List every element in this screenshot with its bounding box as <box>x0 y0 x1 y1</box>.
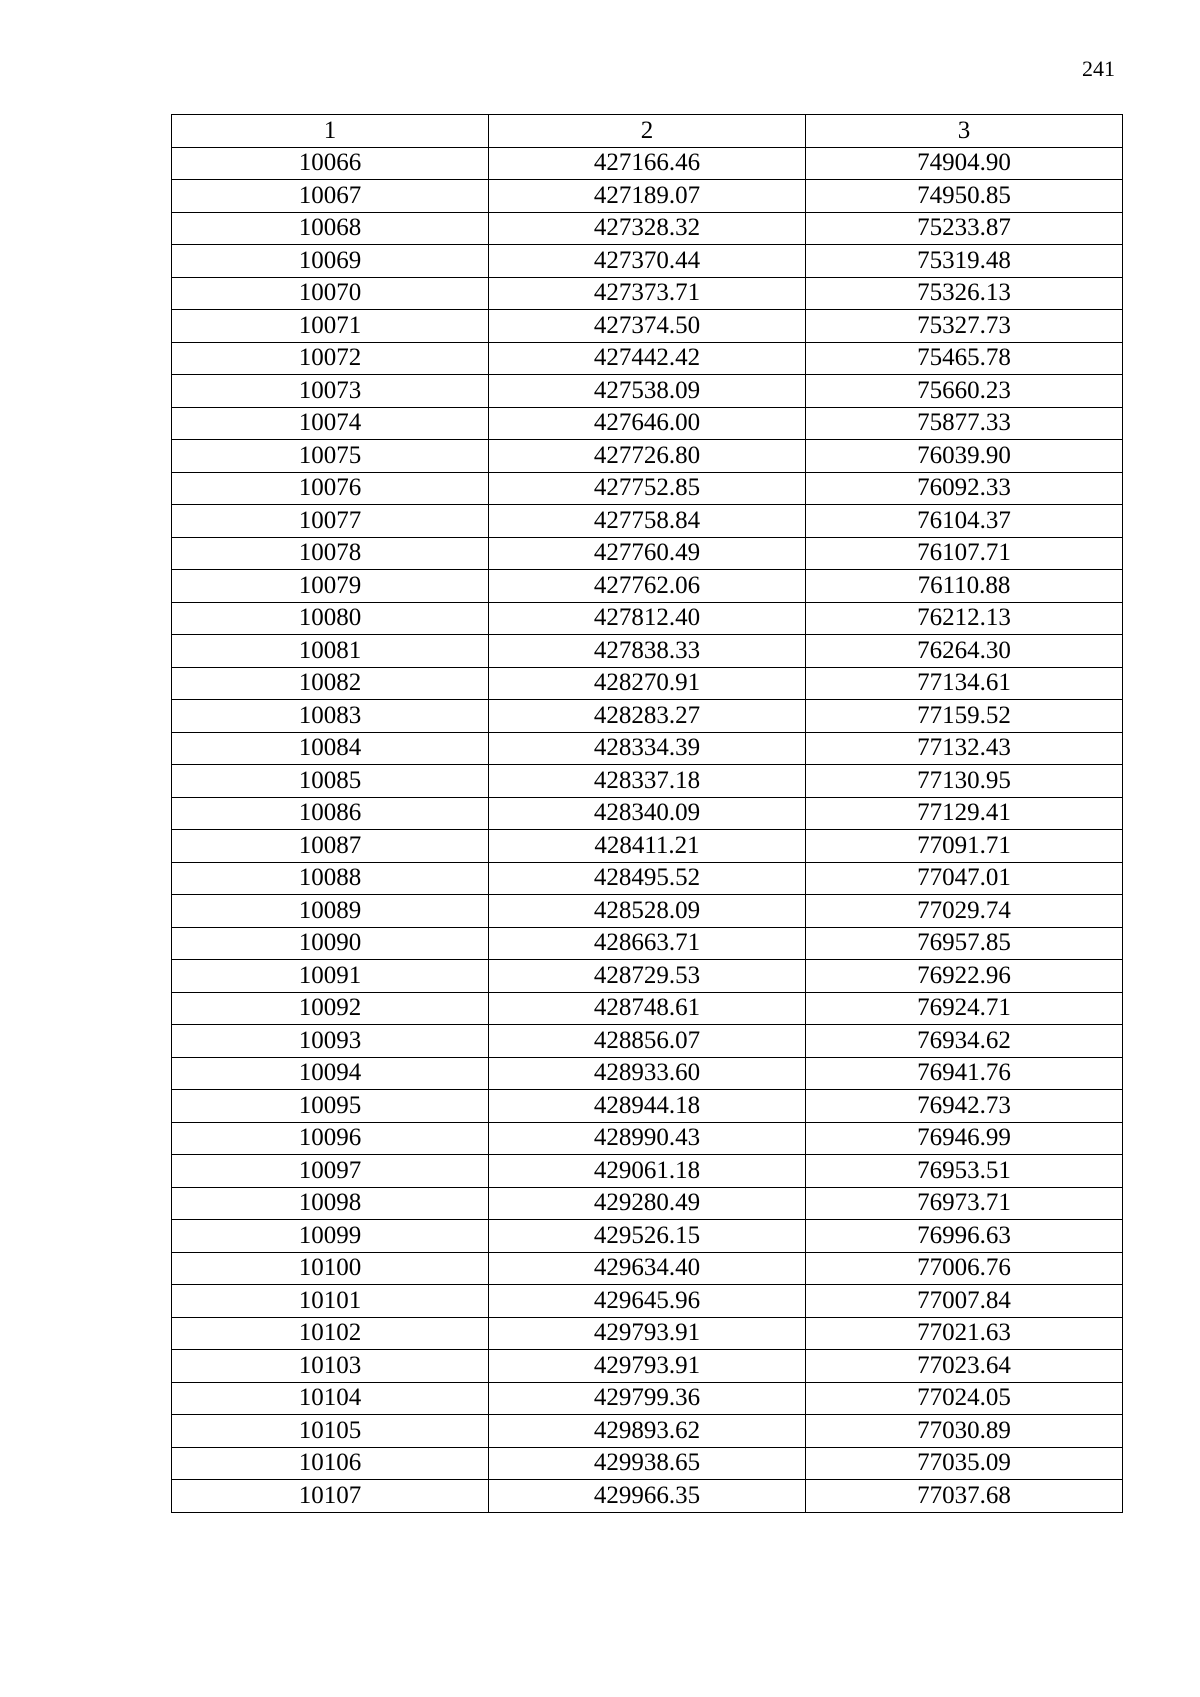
table-row <box>172 700 1123 733</box>
point-number-cell: 10066 <box>172 147 489 180</box>
point-number-cell: 10091 <box>172 960 489 993</box>
point-number-cell: 10076 <box>172 472 489 505</box>
x-coordinate-cell: 428270.91 <box>489 667 806 700</box>
table-row <box>172 830 1123 863</box>
table-row <box>172 505 1123 538</box>
y-coordinate-cell: 76039.90 <box>806 440 1123 473</box>
coordinates-table <box>171 114 1123 1513</box>
y-coordinate-cell: 76946.99 <box>806 1122 1123 1155</box>
table-row <box>172 1155 1123 1188</box>
point-number-cell: 10086 <box>172 797 489 830</box>
point-number-cell: 10068 <box>172 212 489 245</box>
x-coordinate-cell: 428340.09 <box>489 797 806 830</box>
point-number-cell: 10081 <box>172 635 489 668</box>
point-number-cell: 10104 <box>172 1382 489 1415</box>
table-row <box>172 1415 1123 1448</box>
x-coordinate-cell: 429893.62 <box>489 1415 806 1448</box>
y-coordinate-cell: 76104.37 <box>806 505 1123 538</box>
x-coordinate-cell: 427189.07 <box>489 180 806 213</box>
table-row <box>172 1220 1123 1253</box>
point-number-cell: 10071 <box>172 310 489 343</box>
y-coordinate-cell: 77091.71 <box>806 830 1123 863</box>
x-coordinate-cell: 427760.49 <box>489 537 806 570</box>
page-number: 241 <box>1082 56 1115 81</box>
x-coordinate-cell: 429793.91 <box>489 1317 806 1350</box>
y-coordinate-cell: 77129.41 <box>806 797 1123 830</box>
table-row <box>172 212 1123 245</box>
y-coordinate-cell: 76934.62 <box>806 1025 1123 1058</box>
point-number-cell: 10095 <box>172 1090 489 1123</box>
x-coordinate-cell: 429634.40 <box>489 1252 806 1285</box>
x-coordinate-cell: 428856.07 <box>489 1025 806 1058</box>
x-coordinate-cell: 428663.71 <box>489 927 806 960</box>
table-row <box>172 862 1123 895</box>
x-coordinate-cell: 427762.06 <box>489 570 806 603</box>
table-row <box>172 1447 1123 1480</box>
x-coordinate-cell: 428990.43 <box>489 1122 806 1155</box>
point-number-cell: 10105 <box>172 1415 489 1448</box>
x-coordinate-cell: 427374.50 <box>489 310 806 343</box>
table-row <box>172 472 1123 505</box>
table-row <box>172 245 1123 278</box>
point-number-cell: 10092 <box>172 992 489 1025</box>
table-row <box>172 732 1123 765</box>
point-number-cell: 10082 <box>172 667 489 700</box>
y-coordinate-cell: 76264.30 <box>806 635 1123 668</box>
point-number-cell: 10106 <box>172 1447 489 1480</box>
x-coordinate-cell: 428944.18 <box>489 1090 806 1123</box>
y-coordinate-cell: 76092.33 <box>806 472 1123 505</box>
x-coordinate-cell: 428933.60 <box>489 1057 806 1090</box>
point-number-cell: 10074 <box>172 407 489 440</box>
column-header-3: 3 <box>806 115 1123 148</box>
point-number-cell: 10069 <box>172 245 489 278</box>
y-coordinate-cell: 76107.71 <box>806 537 1123 570</box>
table-row <box>172 310 1123 343</box>
y-coordinate-cell: 77047.01 <box>806 862 1123 895</box>
y-coordinate-cell: 77134.61 <box>806 667 1123 700</box>
x-coordinate-cell: 428495.52 <box>489 862 806 895</box>
point-number-cell: 10075 <box>172 440 489 473</box>
column-header-2: 2 <box>489 115 806 148</box>
table-row <box>172 992 1123 1025</box>
point-number-cell: 10096 <box>172 1122 489 1155</box>
x-coordinate-cell: 429938.65 <box>489 1447 806 1480</box>
y-coordinate-cell: 76922.96 <box>806 960 1123 993</box>
y-coordinate-cell: 77030.89 <box>806 1415 1123 1448</box>
x-coordinate-cell: 428729.53 <box>489 960 806 993</box>
x-coordinate-cell: 427752.85 <box>489 472 806 505</box>
table-row <box>172 440 1123 473</box>
table-row <box>172 1057 1123 1090</box>
y-coordinate-cell: 77021.63 <box>806 1317 1123 1350</box>
point-number-cell: 10087 <box>172 830 489 863</box>
y-coordinate-cell: 74950.85 <box>806 180 1123 213</box>
x-coordinate-cell: 427726.80 <box>489 440 806 473</box>
point-number-cell: 10079 <box>172 570 489 603</box>
x-coordinate-cell: 427838.33 <box>489 635 806 668</box>
y-coordinate-cell: 76942.73 <box>806 1090 1123 1123</box>
x-coordinate-cell: 429280.49 <box>489 1187 806 1220</box>
table-row <box>172 342 1123 375</box>
y-coordinate-cell: 74904.90 <box>806 147 1123 180</box>
y-coordinate-cell: 77035.09 <box>806 1447 1123 1480</box>
y-coordinate-cell: 77029.74 <box>806 895 1123 928</box>
point-number-cell: 10083 <box>172 700 489 733</box>
y-coordinate-cell: 75233.87 <box>806 212 1123 245</box>
table-row <box>172 797 1123 830</box>
table-row <box>172 1317 1123 1350</box>
y-coordinate-cell: 76973.71 <box>806 1187 1123 1220</box>
x-coordinate-cell: 429966.35 <box>489 1480 806 1513</box>
y-coordinate-cell: 75326.13 <box>806 277 1123 310</box>
y-coordinate-cell: 76941.76 <box>806 1057 1123 1090</box>
point-number-cell: 10077 <box>172 505 489 538</box>
x-coordinate-cell: 427538.09 <box>489 375 806 408</box>
y-coordinate-cell: 75877.33 <box>806 407 1123 440</box>
table-row <box>172 1480 1123 1513</box>
point-number-cell: 10072 <box>172 342 489 375</box>
y-coordinate-cell: 76924.71 <box>806 992 1123 1025</box>
table-row <box>172 1122 1123 1155</box>
table-row <box>172 1252 1123 1285</box>
table-row <box>172 1090 1123 1123</box>
table-row <box>172 927 1123 960</box>
table-row <box>172 1350 1123 1383</box>
point-number-cell: 10084 <box>172 732 489 765</box>
x-coordinate-cell: 427442.42 <box>489 342 806 375</box>
table-body <box>172 147 1123 1512</box>
table-row <box>172 277 1123 310</box>
x-coordinate-cell: 427373.71 <box>489 277 806 310</box>
y-coordinate-cell: 77037.68 <box>806 1480 1123 1513</box>
x-coordinate-cell: 427812.40 <box>489 602 806 635</box>
x-coordinate-cell: 429799.36 <box>489 1382 806 1415</box>
point-number-cell: 10067 <box>172 180 489 213</box>
x-coordinate-cell: 427646.00 <box>489 407 806 440</box>
x-coordinate-cell: 428528.09 <box>489 895 806 928</box>
y-coordinate-cell: 76957.85 <box>806 927 1123 960</box>
y-coordinate-cell: 77024.05 <box>806 1382 1123 1415</box>
x-coordinate-cell: 429645.96 <box>489 1285 806 1318</box>
x-coordinate-cell: 428334.39 <box>489 732 806 765</box>
point-number-cell: 10102 <box>172 1317 489 1350</box>
x-coordinate-cell: 429526.15 <box>489 1220 806 1253</box>
point-number-cell: 10080 <box>172 602 489 635</box>
point-number-cell: 10089 <box>172 895 489 928</box>
point-number-cell: 10070 <box>172 277 489 310</box>
x-coordinate-cell: 427758.84 <box>489 505 806 538</box>
y-coordinate-cell: 76996.63 <box>806 1220 1123 1253</box>
table-row <box>172 570 1123 603</box>
table-row <box>172 1187 1123 1220</box>
point-number-cell: 10107 <box>172 1480 489 1513</box>
table-row <box>172 667 1123 700</box>
point-number-cell: 10093 <box>172 1025 489 1058</box>
point-number-cell: 10097 <box>172 1155 489 1188</box>
table-row <box>172 180 1123 213</box>
table-row <box>172 602 1123 635</box>
x-coordinate-cell: 428283.27 <box>489 700 806 733</box>
x-coordinate-cell: 428337.18 <box>489 765 806 798</box>
y-coordinate-cell: 77023.64 <box>806 1350 1123 1383</box>
table-row <box>172 1285 1123 1318</box>
table-row <box>172 635 1123 668</box>
table-row <box>172 1382 1123 1415</box>
y-coordinate-cell: 75465.78 <box>806 342 1123 375</box>
point-number-cell: 10088 <box>172 862 489 895</box>
y-coordinate-cell: 77007.84 <box>806 1285 1123 1318</box>
y-coordinate-cell: 77132.43 <box>806 732 1123 765</box>
table-row <box>172 537 1123 570</box>
point-number-cell: 10090 <box>172 927 489 960</box>
column-header-1: 1 <box>172 115 489 148</box>
y-coordinate-cell: 76110.88 <box>806 570 1123 603</box>
point-number-cell: 10094 <box>172 1057 489 1090</box>
header-row <box>172 115 1123 148</box>
point-number-cell: 10073 <box>172 375 489 408</box>
x-coordinate-cell: 427166.46 <box>489 147 806 180</box>
table-row <box>172 895 1123 928</box>
table-row <box>172 960 1123 993</box>
x-coordinate-cell: 427328.32 <box>489 212 806 245</box>
table-row <box>172 407 1123 440</box>
y-coordinate-cell: 77006.76 <box>806 1252 1123 1285</box>
y-coordinate-cell: 75660.23 <box>806 375 1123 408</box>
point-number-cell: 10103 <box>172 1350 489 1383</box>
table-row <box>172 375 1123 408</box>
table-row <box>172 765 1123 798</box>
point-number-cell: 10100 <box>172 1252 489 1285</box>
table-header <box>172 115 1123 148</box>
y-coordinate-cell: 77159.52 <box>806 700 1123 733</box>
y-coordinate-cell: 76953.51 <box>806 1155 1123 1188</box>
point-number-cell: 10099 <box>172 1220 489 1253</box>
y-coordinate-cell: 75319.48 <box>806 245 1123 278</box>
point-number-cell: 10098 <box>172 1187 489 1220</box>
point-number-cell: 10101 <box>172 1285 489 1318</box>
y-coordinate-cell: 75327.73 <box>806 310 1123 343</box>
table-row <box>172 1025 1123 1058</box>
x-coordinate-cell: 428411.21 <box>489 830 806 863</box>
x-coordinate-cell: 427370.44 <box>489 245 806 278</box>
point-number-cell: 10085 <box>172 765 489 798</box>
x-coordinate-cell: 428748.61 <box>489 992 806 1025</box>
table-row <box>172 147 1123 180</box>
point-number-cell: 10078 <box>172 537 489 570</box>
y-coordinate-cell: 77130.95 <box>806 765 1123 798</box>
x-coordinate-cell: 429061.18 <box>489 1155 806 1188</box>
x-coordinate-cell: 429793.91 <box>489 1350 806 1383</box>
y-coordinate-cell: 76212.13 <box>806 602 1123 635</box>
